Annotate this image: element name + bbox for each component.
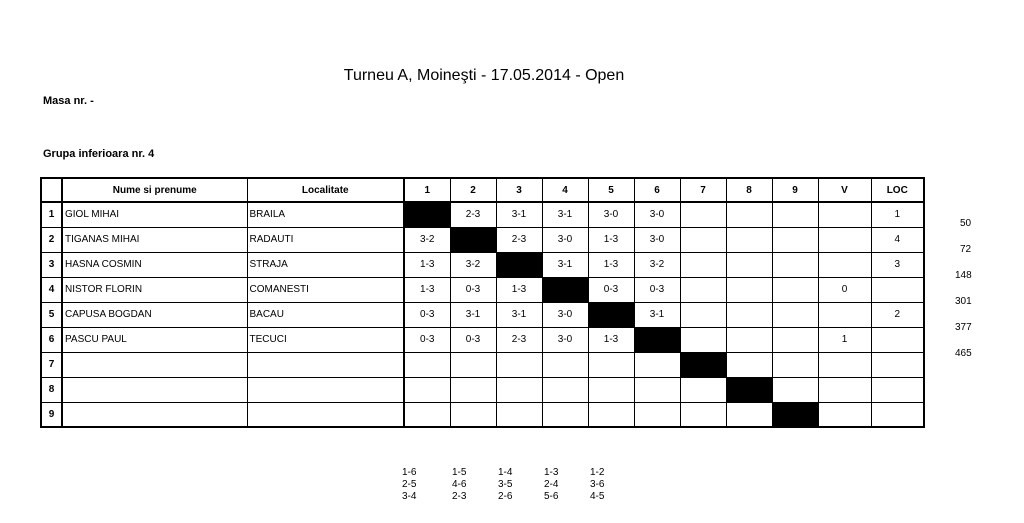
match-result-cell: 3-0: [634, 227, 680, 252]
match-result-cell: 3-1: [496, 302, 542, 327]
match-result-cell: [634, 352, 680, 377]
match-result-cell: [450, 352, 496, 377]
match-result-cell: [772, 377, 818, 402]
header-loc: LOC: [871, 178, 924, 202]
match-pair: 2-3: [452, 491, 467, 502]
match-result-cell: [542, 377, 588, 402]
match-pair: 3-4: [402, 491, 417, 502]
match-result-cell: 3-1: [496, 202, 542, 227]
match-result-cell: 0-3: [404, 302, 450, 327]
match-order-column: [544, 467, 574, 503]
match-result-cell: 0-3: [450, 327, 496, 352]
header-col-4: 4: [542, 178, 588, 202]
table-row: [41, 227, 924, 252]
player-localitate: [247, 377, 404, 402]
match-result-cell: [680, 252, 726, 277]
table-row: [41, 377, 924, 402]
victories-cell: [818, 377, 871, 402]
header-col-8: 8: [726, 178, 772, 202]
match-pair: 1-2: [590, 467, 605, 478]
match-result-cell: [450, 402, 496, 427]
row-number: 4: [41, 277, 62, 302]
player-name: HASNA COSMIN: [62, 252, 247, 277]
header-localitate: Localitate: [247, 178, 404, 202]
match-result-cell: 3-1: [542, 252, 588, 277]
match-result-cell: [772, 252, 818, 277]
match-result-cell: 0-3: [588, 277, 634, 302]
match-result-cell: [634, 377, 680, 402]
row-number: 1: [41, 202, 62, 227]
match-result-cell: 3-0: [542, 327, 588, 352]
row-number: 7: [41, 352, 62, 377]
diagonal-cell: [496, 252, 542, 277]
place-cell: [871, 377, 924, 402]
match-order-column: [402, 467, 432, 503]
table-row: [41, 202, 924, 227]
match-result-cell: [772, 277, 818, 302]
diagonal-cell: [726, 377, 772, 402]
victories-cell: [818, 302, 871, 327]
grupa-label: Grupa inferioara nr. 4: [43, 148, 155, 160]
page-title: Turneu A, Moineşti - 17.05.2014 - Open: [343, 67, 625, 84]
place-cell: [871, 352, 924, 377]
match-result-cell: [496, 377, 542, 402]
table-row: [41, 252, 924, 277]
match-result-cell: [680, 302, 726, 327]
match-result-cell: [772, 202, 818, 227]
diagonal-cell: [772, 402, 818, 427]
player-localitate: RADAUTI: [247, 227, 404, 252]
match-result-cell: [772, 352, 818, 377]
player-name: [62, 352, 247, 377]
match-result-cell: [772, 302, 818, 327]
side-point-value: 301: [955, 296, 972, 307]
match-result-cell: [772, 227, 818, 252]
match-result-cell: [726, 402, 772, 427]
match-result-cell: 1-3: [588, 252, 634, 277]
match-result-cell: [404, 402, 450, 427]
match-pair: 3-6: [590, 479, 605, 490]
match-result-cell: [404, 352, 450, 377]
diagonal-cell: [634, 327, 680, 352]
match-result-cell: 3-2: [634, 252, 680, 277]
match-pair: 1-4: [498, 467, 513, 478]
match-result-cell: 0-3: [450, 277, 496, 302]
match-result-cell: 0-3: [634, 277, 680, 302]
diagonal-cell: [588, 302, 634, 327]
results-table: [40, 177, 925, 428]
player-name: PASCU PAUL: [62, 327, 247, 352]
match-result-cell: [680, 402, 726, 427]
match-result-cell: [634, 402, 680, 427]
match-result-cell: [588, 352, 634, 377]
match-pair: 2-5: [402, 479, 417, 490]
side-point-value: 148: [955, 270, 972, 281]
place-cell: 3: [871, 252, 924, 277]
table-row: [41, 402, 924, 427]
side-point-value: 377: [955, 322, 972, 333]
match-order-column: [452, 467, 482, 503]
place-cell: [871, 327, 924, 352]
match-result-cell: [542, 402, 588, 427]
player-localitate: [247, 402, 404, 427]
side-point-value: 72: [960, 244, 972, 255]
match-result-cell: 1-3: [588, 327, 634, 352]
victories-cell: [818, 227, 871, 252]
match-pair: 1-3: [544, 467, 559, 478]
header-col-6: 6: [634, 178, 680, 202]
match-result-cell: [772, 327, 818, 352]
match-pair: 2-4: [544, 479, 559, 490]
match-result-cell: [496, 402, 542, 427]
match-pair: 1-5: [452, 467, 467, 478]
diagonal-cell: [680, 352, 726, 377]
player-name: [62, 402, 247, 427]
match-result-cell: [726, 302, 772, 327]
match-order-column: [590, 467, 620, 503]
match-result-cell: 1-3: [496, 277, 542, 302]
diagonal-cell: [542, 277, 588, 302]
player-localitate: [247, 352, 404, 377]
match-result-cell: 3-2: [404, 227, 450, 252]
match-result-cell: 3-1: [634, 302, 680, 327]
match-result-cell: 1-3: [404, 252, 450, 277]
table-row: [41, 352, 924, 377]
match-result-cell: 3-2: [450, 252, 496, 277]
match-order-column: [498, 467, 528, 503]
match-result-cell: 0-3: [404, 327, 450, 352]
match-result-cell: [726, 227, 772, 252]
match-pair: 3-5: [498, 479, 513, 490]
header-name: Nume si prenume: [62, 178, 247, 202]
victories-cell: [818, 352, 871, 377]
match-result-cell: [680, 327, 726, 352]
match-result-cell: [726, 327, 772, 352]
player-name: NISTOR FLORIN: [62, 277, 247, 302]
match-result-cell: 3-1: [542, 202, 588, 227]
match-result-cell: [726, 277, 772, 302]
match-result-cell: 1-3: [404, 277, 450, 302]
player-name: [62, 377, 247, 402]
row-number: 2: [41, 227, 62, 252]
match-pair: 4-6: [452, 479, 467, 490]
table-row: [41, 327, 924, 352]
diagonal-cell: [404, 202, 450, 227]
match-pair: 2-6: [498, 491, 513, 502]
table-row: [41, 302, 924, 327]
match-result-cell: 3-0: [542, 302, 588, 327]
header-col-5: 5: [588, 178, 634, 202]
match-result-cell: [542, 352, 588, 377]
match-pair: 1-6: [402, 467, 417, 478]
player-name: TIGANAS MIHAI: [62, 227, 247, 252]
side-point-value: 50: [960, 218, 972, 229]
victories-cell: [818, 252, 871, 277]
player-localitate: TECUCI: [247, 327, 404, 352]
table-body: [41, 202, 924, 427]
row-number: 9: [41, 402, 62, 427]
row-number: 5: [41, 302, 62, 327]
match-result-cell: 3-0: [542, 227, 588, 252]
match-result-cell: [680, 377, 726, 402]
row-number: 8: [41, 377, 62, 402]
masa-label: Masa nr. -: [43, 95, 94, 107]
match-result-cell: [726, 252, 772, 277]
header-v: V: [818, 178, 871, 202]
victories-cell: 1: [818, 327, 871, 352]
row-number: 3: [41, 252, 62, 277]
player-localitate: BACAU: [247, 302, 404, 327]
match-result-cell: [588, 402, 634, 427]
victories-cell: [818, 202, 871, 227]
side-point-value: 465: [955, 348, 972, 359]
table-row: [41, 277, 924, 302]
match-result-cell: [404, 377, 450, 402]
victories-cell: 0: [818, 277, 871, 302]
table-header-row: [41, 178, 924, 202]
match-result-cell: [588, 377, 634, 402]
place-cell: 2: [871, 302, 924, 327]
place-cell: [871, 402, 924, 427]
diagonal-cell: [450, 227, 496, 252]
match-result-cell: [680, 277, 726, 302]
match-pair: 4-5: [590, 491, 605, 502]
place-cell: 4: [871, 227, 924, 252]
match-result-cell: 3-0: [634, 202, 680, 227]
player-localitate: BRAILA: [247, 202, 404, 227]
match-result-cell: [680, 202, 726, 227]
match-result-cell: 3-0: [588, 202, 634, 227]
match-result-cell: [680, 227, 726, 252]
place-cell: [871, 277, 924, 302]
header-col-7: 7: [680, 178, 726, 202]
header-col-9: 9: [772, 178, 818, 202]
header-col-2: 2: [450, 178, 496, 202]
match-result-cell: 2-3: [496, 227, 542, 252]
match-pair: 5-6: [544, 491, 559, 502]
player-name: GIOL MIHAI: [62, 202, 247, 227]
match-result-cell: [496, 352, 542, 377]
match-result-cell: 2-3: [450, 202, 496, 227]
match-result-cell: 2-3: [496, 327, 542, 352]
header-col-3: 3: [496, 178, 542, 202]
match-result-cell: [450, 377, 496, 402]
header-number: [41, 178, 62, 202]
row-number: 6: [41, 327, 62, 352]
player-localitate: COMANESTI: [247, 277, 404, 302]
place-cell: 1: [871, 202, 924, 227]
match-result-cell: [726, 202, 772, 227]
match-result-cell: [726, 352, 772, 377]
player-name: CAPUSA BOGDAN: [62, 302, 247, 327]
player-localitate: STRAJA: [247, 252, 404, 277]
victories-cell: [818, 402, 871, 427]
match-result-cell: 1-3: [588, 227, 634, 252]
header-col-1: 1: [404, 178, 450, 202]
match-result-cell: 3-1: [450, 302, 496, 327]
